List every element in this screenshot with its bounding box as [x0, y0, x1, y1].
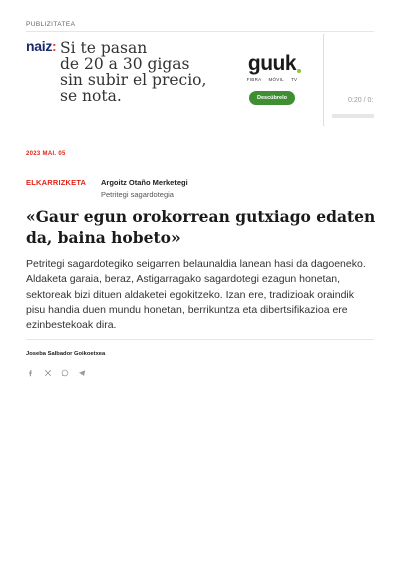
article-lead: Petritegi sagardotegiko seigarren belaunaldia lanean hasi da dagoeneko. Aldaketa garaia, beraz, Astigarragako sagardotegi ezagun honetan, sektoreak bizi dituen aldaketei egokitzeko. Izan ere, tradizioak oraindik pisu handia duen mundu honetan, berrikuntza eta dibertsifikazioa ere ezinbestekoak dira. — [26, 258, 366, 332]
guuk-brand-block — [237, 52, 307, 105]
article-headline: «Gaur egun orokorrean gutxiago edaten da, baina hobeto» — [26, 207, 376, 247]
byline-divider — [26, 339, 374, 340]
whatsapp-icon[interactable] — [60, 368, 69, 377]
article-byline[interactable]: Joseba Salbador Goikoetxea — [26, 351, 106, 357]
service-label: MÓVIL — [268, 77, 284, 82]
discover-button[interactable]: Descúbrelo — [249, 91, 295, 105]
ad-copy-line: Si te pasan — [60, 39, 148, 57]
telegram-icon[interactable] — [77, 368, 86, 377]
x-icon[interactable] — [43, 368, 52, 377]
facebook-icon[interactable] — [26, 368, 35, 377]
section-label[interactable]: ELKARRIZKETA — [26, 178, 87, 187]
share-bar — [26, 368, 86, 377]
guuk-logo: guuk — [248, 52, 296, 76]
ad-copy-line: de 20 a 30 gigas — [60, 55, 190, 73]
video-time: 0:20 / 0: — [348, 97, 374, 104]
service-label: FIBRA — [246, 77, 262, 82]
service-label: TV — [290, 77, 298, 82]
advertisement-banner[interactable] — [26, 34, 374, 130]
guuk-services — [237, 77, 307, 82]
ad-copy-line: sin subir el precio, — [60, 71, 207, 89]
ad-copy — [60, 40, 206, 104]
video-progress-bar[interactable] — [332, 114, 374, 118]
ad-label: PUBLIZITATEA — [26, 21, 76, 28]
ad-copy-line: se nota. — [60, 87, 122, 105]
naiz-logo: naiz: — [26, 38, 57, 54]
ad-video-divider — [323, 34, 324, 126]
article-date: 2023 MAI. 05 — [26, 151, 66, 157]
interviewee-role: Petritegi sagardotegia — [101, 190, 174, 199]
interviewee-name: Argoitz Otaño Merketegi — [101, 178, 188, 187]
ad-divider-line — [26, 31, 374, 32]
